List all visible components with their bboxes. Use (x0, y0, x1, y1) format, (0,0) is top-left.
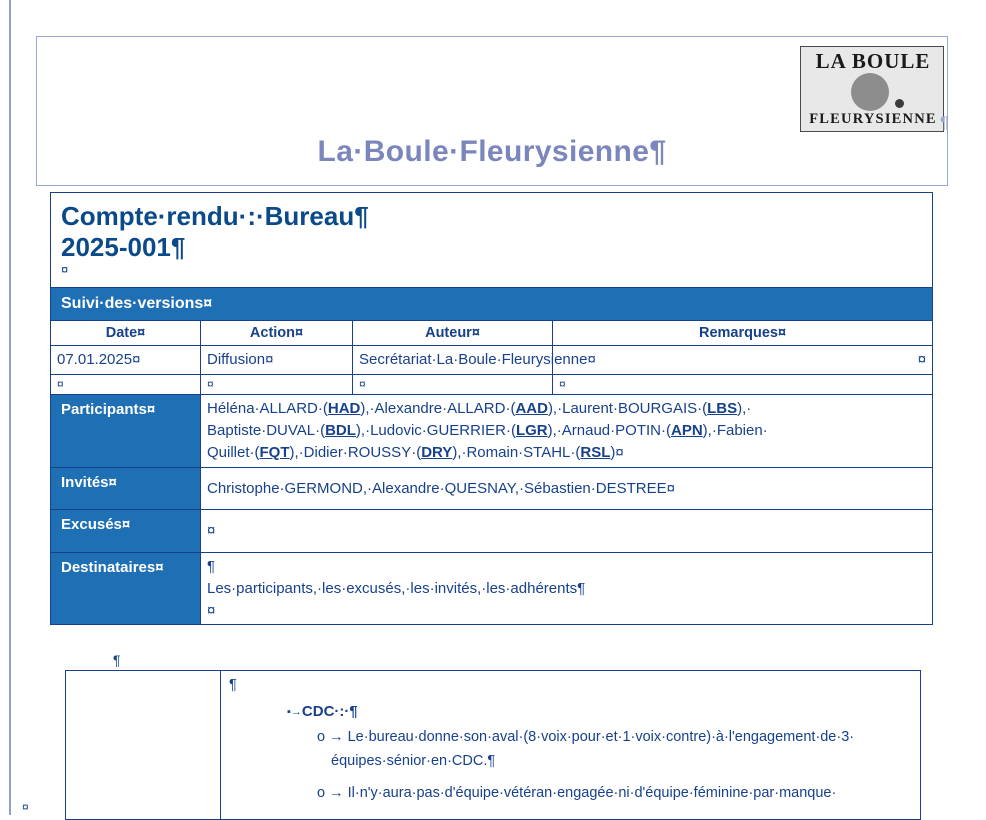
version-action: Diffusion¤ (201, 346, 353, 375)
column-header-action: Action¤ (201, 321, 353, 346)
logo-top-text: LA BOULE (815, 49, 931, 73)
participants-text-p5: ),·Ludovic·GUERRIER·( (355, 422, 516, 440)
logo-pilcrow-mark: ¶ (940, 113, 950, 132)
participants-text-p6: ),·Arnaud·POTIN·( (547, 422, 671, 440)
versions-band-label: Suivi·des·versions¤ (51, 288, 933, 321)
table-row-versions-header (51, 321, 933, 346)
version-action-empty: ¤ (201, 375, 353, 395)
row-value-destinataires (201, 553, 933, 625)
participants-code-aad: AAD (515, 400, 548, 418)
agenda-bullet-1: o → Le·bureau·donne·son·aval·(8·voix·pour·et·1·voix·contre)·à·l'engagement·de·3· équipes·sénior·en·CDC.¶ (317, 729, 855, 769)
table-row (51, 346, 933, 375)
row-label-destinataires: Destinataires¤ (51, 553, 201, 625)
column-header-auteur: Auteur¤ (353, 321, 553, 346)
participants-text-p4: ),· Baptiste·DUVAL·( (207, 400, 752, 440)
agenda-item-cdc (287, 703, 912, 720)
participants-code-had: HAD (327, 400, 361, 418)
destinataires-text: Les·participants,·les·excusés,·les·invités,·les·adhérents¶ (207, 579, 586, 597)
participants-code-bdl: BDL (325, 422, 356, 440)
table-row-invites (51, 467, 933, 510)
participants-text-p10: )¤ (610, 443, 624, 461)
between-tables-pilcrow: ¶ (113, 652, 121, 668)
page-title: La·Boule·Fleurysienne¶ (317, 135, 667, 168)
column-header-date: Date¤ (51, 321, 201, 346)
agenda-content-cell (221, 671, 921, 820)
logo-bottom-text: FLEURYSIENNE (809, 111, 937, 127)
table-row-versions-band (51, 288, 933, 321)
table-row-excuses (51, 510, 933, 553)
report-header-table (50, 192, 933, 625)
table-row-participants (51, 395, 933, 467)
participants-code-dry: DRY (421, 443, 453, 461)
version-auteur-empty: ¤ (353, 375, 553, 395)
logo-boule-icon (851, 73, 889, 111)
table-row-destinataires (51, 553, 933, 625)
version-date: 07.01.2025¤ (51, 346, 201, 375)
report-title-cell (51, 193, 933, 288)
table-row-title (51, 193, 933, 288)
row-label-excuses: Excusés¤ (51, 510, 201, 553)
participants-code-fqt: FQT (259, 443, 290, 461)
row-value-invites: Christophe·GERMOND,·Alexandre·QUESNAY,·Sébastien·DESTREE¤ (201, 467, 933, 510)
report-title-pilcrow: ¤ (61, 262, 69, 278)
agenda-left-cell (66, 671, 221, 820)
version-auteur: Secrétariat·La·Boule·Fleurysienne¤ (353, 346, 553, 375)
logo-cochonnet-icon (895, 99, 904, 108)
square-bullet-icon: ▪→ (287, 706, 302, 719)
participants-text-p2: ),·Alexandre·ALLARD·( (360, 400, 516, 418)
row-label-invites: Invités¤ (51, 467, 201, 510)
agenda-table (65, 670, 921, 820)
row-value-excuses: ¤ (201, 510, 933, 553)
participants-code-apn: APN (670, 422, 703, 440)
destinataires-pilcrow-top: ¶ (207, 558, 216, 576)
destinataires-pilcrow-bottom: ¤ (207, 601, 216, 619)
version-remarques: ¤ (553, 346, 933, 375)
participants-code-rsl: RSL (580, 443, 611, 461)
row-value-participants (201, 395, 933, 467)
participants-text-p1: Héléna·ALLARD·( (207, 400, 328, 418)
table-row-agenda (66, 671, 921, 820)
participants-code-lgr: LGR (515, 422, 548, 440)
version-date-empty: ¤ (51, 375, 201, 395)
club-logo (800, 46, 944, 132)
version-remarques-empty: ¤ (553, 375, 933, 395)
participants-text-p9: ),·Romain·STAHL·( (452, 443, 581, 461)
report-title-line2: 2025-001¶ (61, 231, 186, 262)
participants-code-lbs: LBS (707, 400, 738, 418)
report-title-line1: Compte·rendu·:·Bureau¶ (61, 201, 369, 231)
agenda-cell-pilcrow: ¶ (229, 677, 237, 693)
row-label-participants: Participants¤ (51, 395, 201, 467)
participants-text-p7: ),·Fabien· Quillet·( (207, 422, 768, 461)
participants-text-p8: ),·Didier·ROUSSY·( (289, 443, 422, 461)
page-left-edge (0, 0, 11, 815)
agenda-bullet-2: o → Il·n'y·aura·pas·d'équipe·vétéran·engagée·ni·d'équipe·féminine·par·manque· (317, 784, 837, 801)
column-header-remarques: Remarques¤ (553, 321, 933, 346)
agenda-item-cdc-label: CDC·:·¶ (301, 703, 358, 720)
page-bottom-mark: ¤ (22, 800, 29, 814)
table-row (51, 375, 933, 395)
participants-text-p3: ),·Laurent·BOURGAIS·( (547, 400, 708, 418)
